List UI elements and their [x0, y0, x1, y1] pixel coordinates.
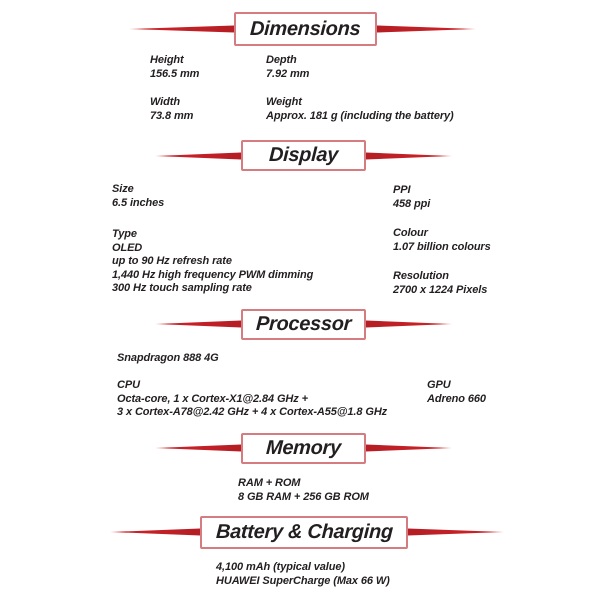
spec-width [150, 96, 193, 123]
spec-label: CPU [117, 379, 140, 391]
spec-value: OLED [112, 241, 143, 254]
spec-value: 1,440 Hz high frequency PWM dimming [112, 268, 314, 281]
spec-colour [393, 227, 491, 254]
spec-label: Height [150, 54, 184, 66]
spec-cpu [117, 379, 387, 420]
spec-weight [266, 96, 454, 123]
section-title: Dimensions [249, 17, 362, 40]
spec-label: RAM + ROM [238, 477, 301, 489]
spec-label: GPU [427, 379, 451, 391]
section-title: Battery & Charging [215, 521, 394, 543]
spec-value: 4,100 mAh (typical value) [216, 561, 345, 573]
red-spear-right-icon [366, 444, 452, 452]
section-header-battery [200, 516, 408, 549]
section-header-memory [241, 433, 366, 464]
spec-resolution [393, 270, 487, 297]
section-title: Processor [255, 313, 352, 335]
spec-gpu [427, 379, 486, 406]
red-spear-right-icon [408, 528, 504, 536]
red-spear-right-icon [366, 152, 452, 160]
spec-ram-rom [238, 477, 369, 504]
spec-value: 1.07 billion colours [393, 240, 491, 253]
spec-chipset [117, 352, 219, 366]
spec-label: Resolution [393, 270, 449, 282]
spec-value: 458 ppi [393, 197, 431, 210]
spec-value: 2700 x 1224 Pixels [393, 283, 488, 296]
spec-label: Colour [393, 227, 428, 239]
section-header-processor [241, 309, 366, 340]
spec-label: Weight [266, 96, 302, 108]
section-title: Display [268, 144, 339, 166]
spec-value: 8 GB RAM + 256 GB ROM [238, 490, 369, 503]
red-spear-left-icon [155, 152, 241, 160]
spec-depth [266, 54, 309, 81]
spec-value: 3 x Cortex-A78@2.42 GHz + 4 x Cortex-A55@1.8 GHz [117, 406, 388, 418]
spec-size [112, 183, 164, 210]
spec-value: Adreno 660 [427, 392, 486, 405]
spec-type [112, 228, 313, 296]
red-spear-right-icon [366, 320, 452, 328]
spec-ppi [393, 184, 430, 211]
red-spear-left-icon [129, 25, 234, 33]
spec-value: 73.8 mm [150, 109, 194, 122]
spec-value: 7.92 mm [266, 67, 310, 80]
spec-battery [216, 561, 390, 588]
spec-label: PPI [393, 184, 411, 196]
spec-value: Octa-core, 1 x Cortex-X1@2.84 GHz + [117, 392, 308, 405]
red-spear-right-icon [377, 25, 476, 33]
red-spear-left-icon [155, 320, 241, 328]
red-spear-left-icon [110, 528, 200, 536]
spec-value: up to 90 Hz refresh rate [112, 255, 232, 267]
section-title: Memory [265, 437, 342, 459]
spec-value: Snapdragon 888 4G [117, 352, 219, 364]
spec-label: Depth [266, 54, 297, 66]
spec-height [150, 54, 199, 81]
spec-label: Width [150, 96, 180, 108]
section-header-dimensions [234, 12, 377, 46]
spec-label: Type [112, 228, 137, 240]
spec-value: 300 Hz touch sampling rate [112, 282, 252, 294]
spec-value: 6.5 inches [112, 196, 165, 209]
spec-value: 156.5 mm [150, 67, 200, 80]
section-header-display [241, 140, 366, 171]
red-spear-left-icon [155, 444, 241, 452]
spec-value: HUAWEI SuperCharge (Max 66 W) [216, 574, 390, 587]
spec-value: Approx. 181 g (including the battery) [266, 109, 454, 122]
spec-label: Size [112, 183, 134, 195]
